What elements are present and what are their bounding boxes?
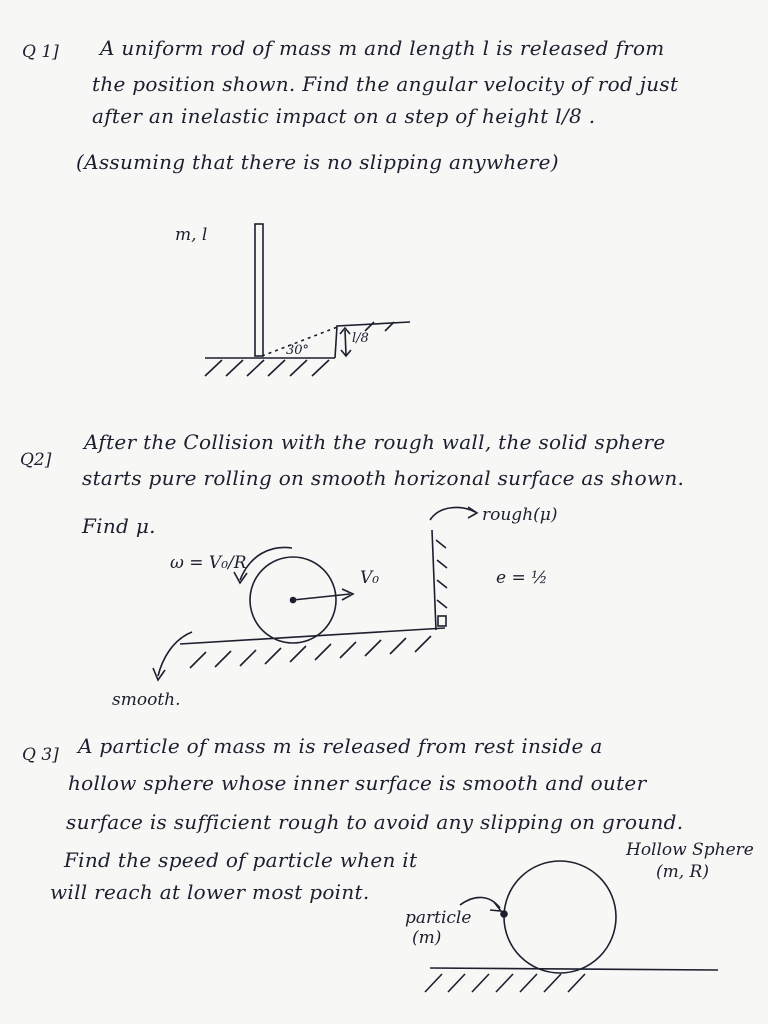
q3-sphere-label-2: (m, R) (656, 862, 709, 882)
q1-line-4: (Assuming that there is no slipping anywhere) (76, 150, 559, 174)
q2-rough-label: rough(μ) (482, 505, 558, 525)
q1-line-3: after an inelastic impact on a step of height l/8 . (92, 104, 596, 128)
q2-omega-label: ω = V₀/R (170, 553, 247, 573)
q3-line-3: surface is sufficient rough to avoid any slipping on ground. (66, 810, 684, 834)
q3-particle-label-2: (m) (412, 928, 442, 948)
question-1-number: Q 1] (22, 42, 59, 62)
q3-particle-label-1: particle (405, 908, 472, 928)
q2-smooth-label: smooth. (112, 690, 181, 710)
question-2-number: Q2] (20, 450, 52, 470)
q3-line-5: will reach at lower most point. (50, 880, 370, 904)
particle-dot (501, 911, 507, 917)
q1-angle-label: 30° (286, 343, 310, 358)
question-3-number: Q 3] (22, 745, 59, 765)
q1-step-height-label: l/8 (352, 331, 369, 346)
q2-restitution-label: e = ½ (496, 568, 548, 588)
q1-line-2: the position shown. Find the angular velocity of rod just (92, 72, 679, 96)
q2-velocity-label: V₀ (360, 568, 380, 588)
hollow-sphere-shape (504, 861, 616, 973)
q3-line-2: hollow sphere whose inner surface is smooth and outer (68, 771, 647, 795)
q2-line-2: starts pure rolling on smooth horizonal surface as shown. (82, 466, 685, 490)
q1-line-1: A uniform rod of mass m and length l is released from (100, 36, 665, 60)
q3-line-4: Find the speed of particle when it (64, 848, 418, 872)
q3-line-1: A particle of mass m is released from rest inside a (78, 734, 603, 758)
q2-line-1: After the Collision with the rough wall, the solid sphere (84, 430, 666, 454)
q2-line-3: Find μ. (82, 514, 156, 538)
q1-rod-label: m, l (175, 225, 208, 245)
q3-sphere-label-1: Hollow Sphere (626, 840, 754, 860)
